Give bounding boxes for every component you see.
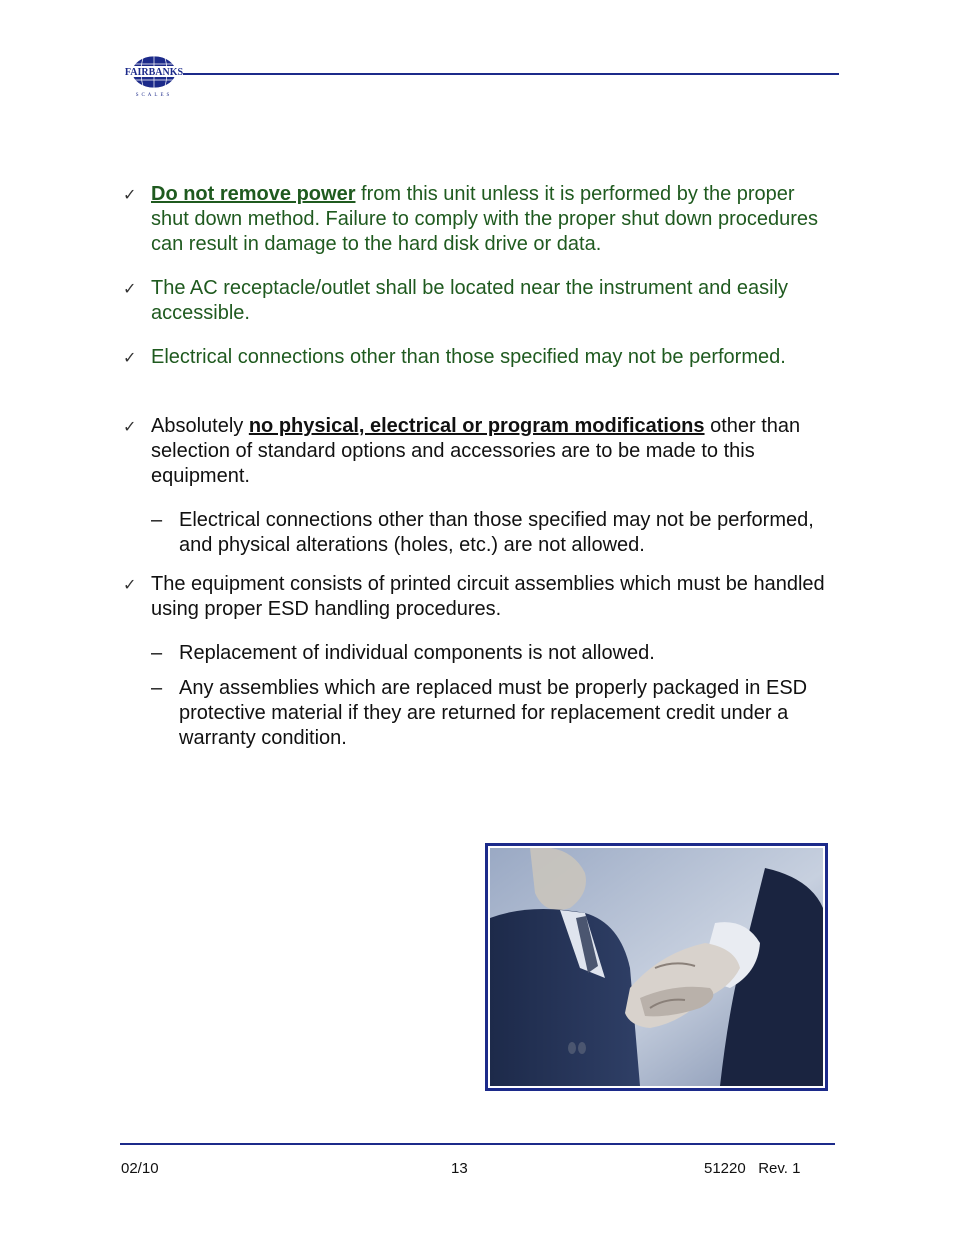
checkmark-icon: ✓ — [123, 350, 137, 367]
logo-subtext: SCALES — [135, 93, 173, 98]
footer-rule — [120, 1143, 835, 1145]
footer-page-number: 13 — [451, 1160, 468, 1177]
checkmark-icon: ✓ — [123, 187, 137, 204]
header-rule — [183, 73, 839, 75]
footer-document-number: 51220 Rev. 1 — [704, 1160, 801, 1177]
fairbanks-logo-icon — [121, 52, 187, 98]
item-text: Do not remove power from this unit unless it is performed by the proper shut down method. Failure to comply with the proper shut down procedures can result in damage to the hard disk drive or data. — [151, 183, 819, 255]
logo-text: FAIRBANKS — [124, 67, 184, 78]
item-text: Absolutely no physical, electrical or program modifications other than selection of standard options and accessories are to be made to this equipment. — [151, 415, 801, 487]
sub-item-text: Electrical connections other than those specified may not be performed, and physical alterations (holes, etc.) are not allowed. — [179, 509, 814, 556]
sub-item-text: Replacement of individual components is not allowed. — [179, 642, 655, 664]
item-emphasis: Do not remove power — [151, 183, 356, 205]
handshake-photo-frame — [485, 843, 828, 1091]
checkmark-icon: ✓ — [123, 281, 137, 298]
item-text: The equipment consists of printed circuit assemblies which must be handled using proper ESD handling procedures. — [151, 573, 825, 620]
dash-bullet: – — [151, 642, 163, 664]
item-text: The AC receptacle/outlet shall be located near the instrument and easily accessible. — [151, 277, 789, 324]
dash-bullet: – — [151, 509, 163, 531]
footer-date: 02/10 — [121, 1160, 159, 1177]
item-text: Electrical connections other than those specified may not be performed. — [151, 346, 786, 368]
checkmark-icon: ✓ — [123, 577, 137, 594]
handshake-photo — [488, 846, 825, 1088]
dash-bullet: – — [151, 677, 163, 699]
item-emphasis: no physical, electrical or program modifications — [248, 415, 705, 437]
sub-item-text: Any assemblies which are replaced must be properly packaged in ESD protective material if they are returned for replacement credit under a warranty condition. — [179, 677, 808, 749]
checkmark-icon: ✓ — [123, 419, 137, 436]
